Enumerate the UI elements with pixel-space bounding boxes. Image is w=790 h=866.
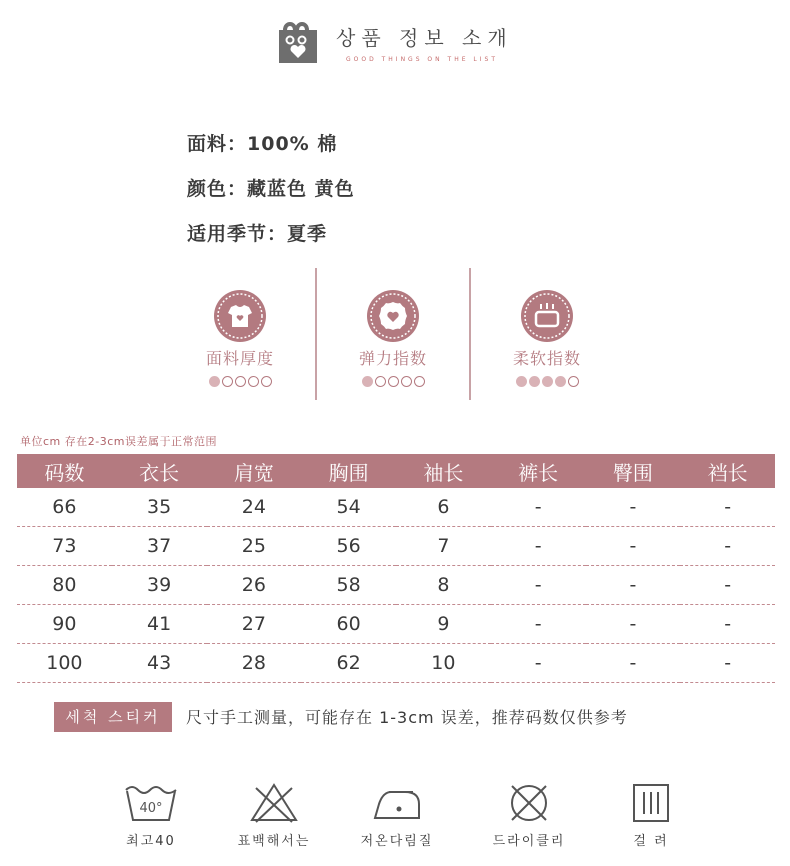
table-cell: - — [491, 488, 586, 527]
table-row — [17, 527, 775, 566]
column-header: 码数 — [17, 454, 112, 488]
table-cell: 24 — [207, 488, 302, 527]
divider — [315, 268, 317, 400]
table-cell: 100 — [17, 644, 112, 683]
table-cell: 43 — [112, 644, 207, 683]
rating-dot-filled — [209, 376, 220, 387]
no-bleach-icon — [246, 782, 302, 824]
rating-dot-empty — [222, 376, 233, 387]
spec-season: 适用季节：夏季 — [187, 223, 328, 245]
bread-icon — [521, 290, 573, 342]
tshirt-icon — [214, 290, 266, 342]
rating-dot-filled — [362, 376, 373, 387]
header — [0, 18, 790, 78]
column-header: 肩宽 — [207, 454, 302, 488]
table-cell: - — [491, 605, 586, 644]
table-cell: - — [491, 566, 586, 605]
page-title: 상품 정보 소개 — [336, 26, 513, 50]
wash-temp: 40° — [139, 801, 163, 816]
table-cell: - — [680, 488, 775, 527]
care-label: 드라이클리 — [492, 834, 566, 849]
column-header: 臀围 — [586, 454, 681, 488]
rating-dot-empty — [414, 376, 425, 387]
wash-40-icon — [123, 782, 179, 824]
care-label: 저온다림질 — [360, 834, 434, 849]
page-subtitle: GOOD THINGS ON THE LIST — [346, 56, 499, 63]
table-cell: - — [586, 644, 681, 683]
table-cell: - — [491, 527, 586, 566]
care-item-dryclean — [469, 782, 589, 849]
table-cell: 25 — [207, 527, 302, 566]
table-cell: 62 — [301, 644, 396, 683]
table-cell: 80 — [17, 566, 112, 605]
column-header: 裆长 — [680, 454, 775, 488]
table-cell: 8 — [396, 566, 491, 605]
indicator-label: 弹力指数 — [358, 349, 427, 368]
care-label: 표백해서는 — [237, 834, 311, 849]
table-cell: - — [680, 605, 775, 644]
table-cell: - — [680, 566, 775, 605]
table-cell: - — [586, 488, 681, 527]
rating-dot-empty — [235, 376, 246, 387]
rating-dots — [472, 376, 622, 387]
table-cell: 35 — [112, 488, 207, 527]
table-cell: 39 — [112, 566, 207, 605]
table-cell: 56 — [301, 527, 396, 566]
table-cell: 58 — [301, 566, 396, 605]
spec-color: 颜色：藏蓝色 黄色 — [187, 178, 355, 200]
product-specs — [187, 130, 355, 265]
indicator-elasticity — [318, 268, 468, 400]
heart-badge-icon — [367, 290, 419, 342]
care-instructions — [0, 782, 790, 862]
column-header: 裤长 — [491, 454, 586, 488]
rating-dot-filled — [516, 376, 527, 387]
care-item-dry — [591, 782, 711, 849]
table-cell: 66 — [17, 488, 112, 527]
table-header-row — [17, 454, 775, 488]
table-cell: - — [491, 644, 586, 683]
table-cell: - — [680, 527, 775, 566]
shopping-bag-icon — [277, 22, 319, 64]
indicator-thickness — [165, 268, 315, 400]
table-cell: 60 — [301, 605, 396, 644]
rating-dot-filled — [529, 376, 540, 387]
table-cell: 54 — [301, 488, 396, 527]
rating-dot-filled — [542, 376, 553, 387]
table-row — [17, 566, 775, 605]
table-cell: 26 — [207, 566, 302, 605]
size-table — [17, 454, 775, 683]
table-cell: 7 — [396, 527, 491, 566]
rating-dot-empty — [261, 376, 272, 387]
table-row — [17, 488, 775, 527]
indicator-label: 柔软指数 — [512, 349, 581, 368]
rating-dot-empty — [248, 376, 259, 387]
care-label: 걸 려 — [633, 834, 669, 849]
rating-dots — [318, 376, 468, 387]
care-label: 최고40 — [126, 834, 176, 849]
no-dryclean-icon — [501, 782, 557, 824]
care-item-wash — [91, 782, 211, 849]
table-cell: 6 — [396, 488, 491, 527]
rating-dots — [165, 376, 315, 387]
table-row — [17, 644, 775, 683]
table-cell: 9 — [396, 605, 491, 644]
rating-dot-empty — [401, 376, 412, 387]
measurement-note: 尺寸手工测量，可能存在 1-3cm 误差，推荐码数仅供参考 — [186, 708, 628, 727]
indicator-panel — [160, 268, 630, 400]
indicator-softness — [472, 268, 622, 400]
column-header: 衣长 — [112, 454, 207, 488]
rating-dot-empty — [388, 376, 399, 387]
care-item-bleach — [214, 782, 334, 849]
hang-dry-icon — [623, 782, 679, 824]
table-cell: 27 — [207, 605, 302, 644]
table-cell: - — [586, 527, 681, 566]
table-cell: 37 — [112, 527, 207, 566]
table-cell: 41 — [112, 605, 207, 644]
table-cell: 28 — [207, 644, 302, 683]
unit-note: 单位cm 存在2-3cm误差属于正常范围 — [20, 435, 217, 448]
divider — [469, 268, 471, 400]
column-header: 胸围 — [301, 454, 396, 488]
table-cell: - — [586, 566, 681, 605]
column-header: 袖长 — [396, 454, 491, 488]
wash-sticker-label: 세척 스티커 — [54, 702, 172, 732]
table-row — [17, 605, 775, 644]
rating-dot-empty — [568, 376, 579, 387]
care-item-iron — [337, 782, 457, 849]
table-cell: - — [586, 605, 681, 644]
iron-low-icon — [369, 782, 425, 824]
table-cell: 10 — [396, 644, 491, 683]
rating-dot-filled — [555, 376, 566, 387]
spec-fabric: 面料：100% 棉 — [187, 133, 338, 155]
table-cell: 90 — [17, 605, 112, 644]
rating-dot-empty — [375, 376, 386, 387]
indicator-label: 面料厚度 — [205, 349, 274, 368]
table-cell: - — [680, 644, 775, 683]
table-cell: 73 — [17, 527, 112, 566]
